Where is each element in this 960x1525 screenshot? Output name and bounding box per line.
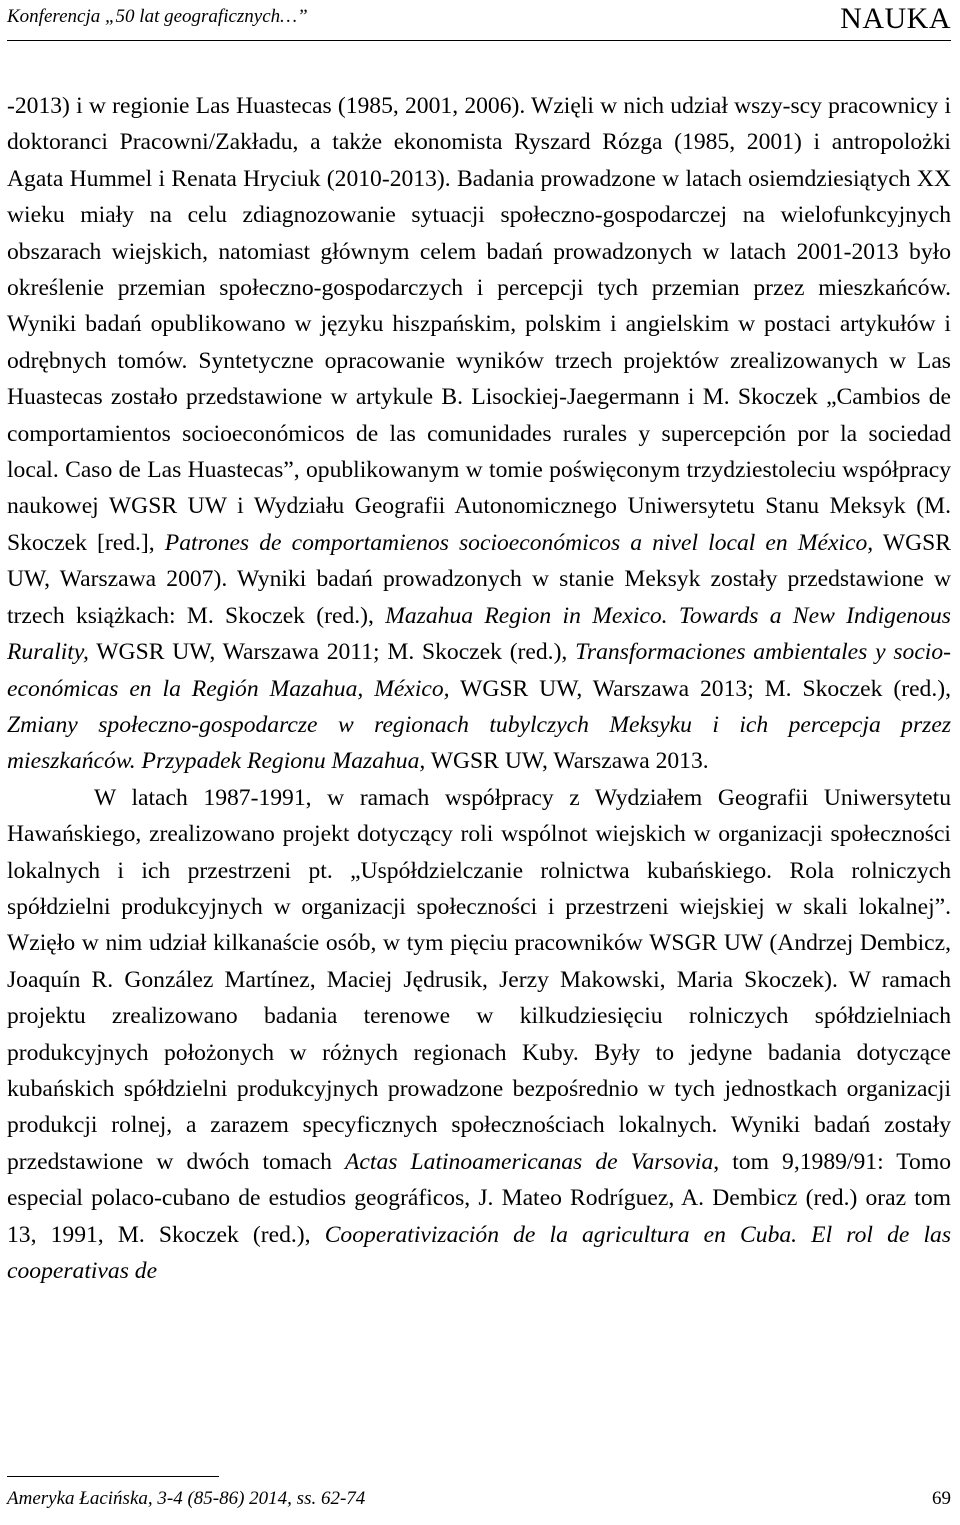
paragraph-huastecas bbox=[7, 88, 951, 780]
italic-title: Mazahua Region in Mexico. Towards a New Indigenous Rurality, bbox=[7, 602, 951, 666]
text-run: WGSR UW, Warszawa 2011; M. Skoczek (red.), bbox=[88, 639, 576, 666]
italic-title: Actas Latinoamericanas de Varsovia bbox=[345, 1148, 714, 1175]
italic-title: Zmiany społeczno-gospodarcze w regionach tubylczych Meksyku i ich percepcja przez mieszkańców. Przypadek Regionu Mazahua, bbox=[7, 711, 951, 775]
running-header bbox=[7, 0, 951, 41]
text-run: WGSR UW, Warszawa 2013. bbox=[425, 748, 709, 775]
text-run: -2013) i w regionie Las Huastecas (1985, 2001, 2006). Wzięli w nich udział wszy-scy pracownicy i doktoranci Pracowni/Zakładu, a także ekonomista Ryszard Rózga (1985, 2001) i antropolożki Agata Hummel i Renata Hryciuk (2010-2013). Badania prowadzone w latach osiemdziesiątych XX wieku miały na celu zdiagnozowanie sytuacji społeczno-gospodarczej na wielofunkcyjnych obszarach wiejskich, natomiast głównym celem badań prowadzonych w latach 2001-2013 było określenie przemian społeczno-gospodarczych i percepcji tych przemian przez mieszkańców. Wyniki badań opublikowano w języku hiszpańskim, polskim i angielskim w postaci artykułów i odrębnych tomów. Syntetyczne opracowanie wyników trzech projektów zrealizowanych w Las Huastecas zostało przedstawione w artykule B. Lisockiej-Jaegermann i M. Skoczek „Cambios de comportamientos socioeconómicos de las comunidades rurales y supercepción por la sociedad local. Caso de Las Huastecas”, opublikowanym w tomie poświęconym trzydziestoleciu współpracy naukowej WGSR UW i Wydziału Geografii Autonomicznego Uniwersytetu Stanu Meksyk (M. Skoczek [red.], bbox=[7, 93, 951, 556]
article-body bbox=[7, 88, 951, 1289]
page-number: 69 bbox=[932, 1488, 951, 1509]
italic-title: Cooperativización de la agricultura en Cuba. El rol de las cooperativas de bbox=[7, 1221, 952, 1284]
footer-divider bbox=[7, 1476, 219, 1477]
paragraph-cuba bbox=[7, 780, 951, 1290]
italic-title: Transformaciones ambientales y socio-económicas en la Región Mazahua, México, bbox=[7, 639, 951, 702]
footer-journal-citation: Ameryka Łacińska, 3-4 (85-86) 2014, ss. 62-74 bbox=[7, 1488, 366, 1509]
header-conference-title: Konferencja „50 lat geograficznych…” bbox=[7, 6, 308, 27]
text-run: W latach 1987-1991, w ramach współpracy z Wydziałem Geografii Uniwersytetu Hawańskiego, zrealizowano projekt dotyczący roli wspólnot wiejskich w organizacji społeczności lokalnych i ich przestrzeni pt. „Uspółdzielczanie rolnictwa kubańskiego. Rola rolniczych spółdzielni produkcyjnych w organizacji społeczności i przestrzeni wiejskiej w skali lokalnej”. Wzięło w nim udział kilkanaście osób, w tym pięciu pracowników WSGR UW (Andrzej Dembicz, Joaquín R. González Martínez, Maciej Jędrusik, Jerzy Makowski, Maria Skoczek). W ramach projektu zrealizowano badania terenowe w kilkudziesięciu rolniczych spółdzielniach produkcyjnych położonych w różnych regionach Kuby. Były to jedyne badania dotyczące kubańskich spółdzielni produkcyjnych prowadzone bezpośrednio w tych jednostkach organizacji produkcji rolnej, a zarazem specyficznych społecznościach lokalnych. Wyniki badań zostały przedstawione w dwóch tomach bbox=[7, 784, 951, 1175]
italic-title: Patrones de comportamienos socioeconómicos a nivel local en México, bbox=[164, 529, 874, 556]
text-run: WGSR UW, Warszawa 2013; M. Skoczek (red.), bbox=[449, 675, 951, 702]
text-run: , tom 9,1989/91: Tomo especial polaco-cubano de estudios geográficos, J. Mateo Rodríguez, A. Dembicz (red.) oraz tom 13, 1991, M. Skoczek (red.), bbox=[7, 1148, 952, 1248]
header-section-label: NAUKA bbox=[840, 2, 951, 35]
text-run: WGSR UW, Warszawa 2007). Wyniki badań prowadzonych w stanie Meksyk zostały przedstawione w trzech książkach: M. Skoczek (red.), bbox=[7, 529, 951, 629]
